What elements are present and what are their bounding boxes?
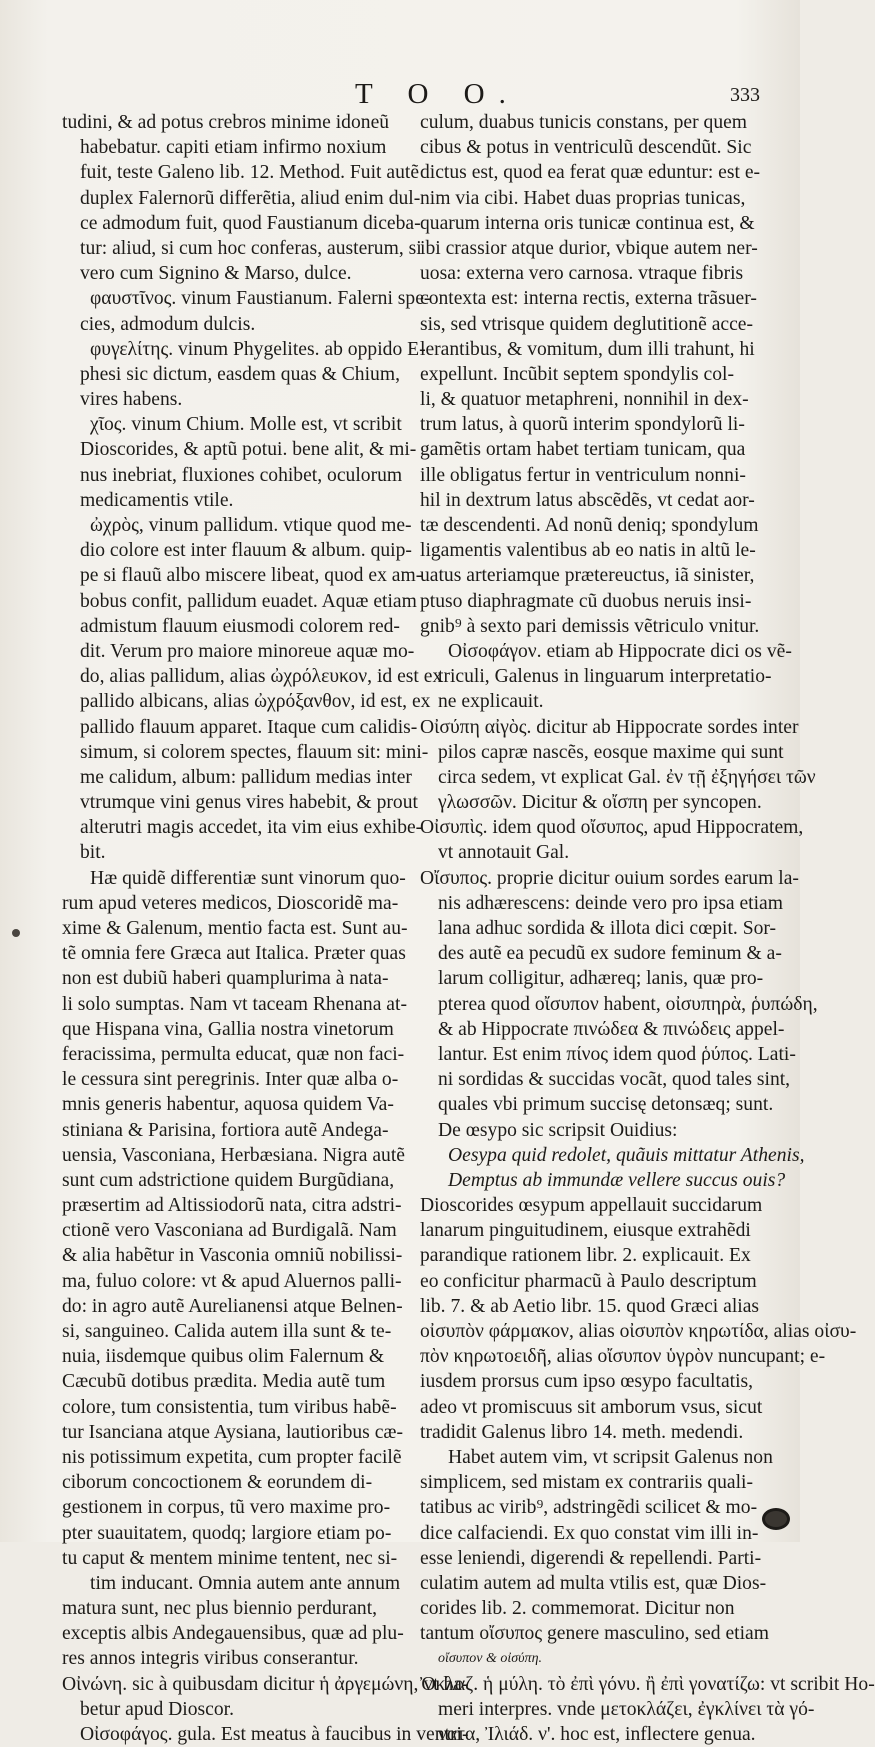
text-line: quales vbi primum succisę detonsæq; sunt. (438, 1094, 774, 1116)
text-line: meri interpres. vnde μετοκλάζει, ἐγκλίνει τὰ γό- (438, 1698, 815, 1720)
text-line: le cessura sint peregrinis. Inter quæ alba o- (62, 1069, 399, 1091)
text-line: ne explicauit. (438, 691, 544, 713)
text-line: gnib⁹ à sexto pari demissis vẽtriculo vnitur. (420, 615, 760, 637)
text-line: parandique rationem libr. 2. explicauit. Ex (420, 1245, 751, 1267)
text-line: ὠχρὸς, vinum pallidum. vtique quod me- (90, 515, 412, 536)
text-line: ce admodum fuit, quod Faustianum diceba- (80, 212, 421, 234)
text-line: matura sunt, nec plus biennio perdurant, (62, 1598, 378, 1620)
text-line: ille obligatus fertur in ventriculum nonni- (420, 464, 746, 486)
text-line: οἰσυπὸν φάρμακον, alias οἰσυπὸν κηρωτίδα, alias οἰσυ- (420, 1321, 857, 1342)
text-line: lana adhuc sordida & illota dici cœpit. Sor- (438, 918, 777, 939)
text-line: præsertim ad Altissiodorũ nata, citra adstri- (62, 1195, 402, 1217)
text-line: admistum flauum eiusmodi colorem red- (80, 615, 400, 637)
text-line: Habet autem vim, vt scripsit Galenus non (448, 1446, 773, 1468)
text-line: lib. 7. & ab Aetio libr. 15. quod Græci alias (420, 1295, 760, 1317)
text-line: γλωσσῶν. Dicitur & οἴσπη per syncopen. (438, 792, 762, 814)
text-line: De œsypo sic scripsit Ouidius: (438, 1119, 678, 1141)
text-line: & ab Hippocrate πινώδεα & πινώδεις appel- (438, 1018, 785, 1040)
text-line: do, alias pallidum, alias ὠχρόλευκον, id est ex (80, 666, 443, 688)
text-line: dictus est, quod ea ferat quæ eduntur: est e- (420, 162, 761, 184)
text-line: Οἰσύπη αἰγὸς. dicitur ab Hippocrate sordes inter (420, 716, 799, 738)
text-line: dit. Verum pro maiore minoreue aquæ mo- (80, 640, 415, 662)
text-line: Οἴσυπος. proprie dicitur ouium sordes earum la- (420, 867, 799, 889)
text-line: Οἰνώνη. sic à quibusdam dicitur ἡ ἀργεμώνη, vt ha- (62, 1673, 469, 1695)
text-line: uensia, Vasconiana, Herbæsiana. Nigra autẽ (62, 1144, 405, 1166)
text-line: tradidit Galenus libro 14. meth. medendi. (420, 1421, 744, 1443)
text-line: que Hispana vina, Gallia nostra vinetorum (62, 1018, 394, 1040)
text-line: cibus & potus in ventriculũ descendũt. Sic (420, 137, 752, 159)
text-line: bobus confit, pallidum euadet. Aquæ etiam (80, 590, 417, 612)
text-line: duplex Falernorũ differẽtia, aliud enim dul- (80, 187, 421, 209)
text-line: uatus arteriamque prætereuctus, iã sinister, (420, 565, 755, 587)
text-line: gestionem in corpus, tũ vero maxime pro- (62, 1497, 391, 1519)
text-line: nim via cibi. Habet duas proprias tunicas, (420, 187, 746, 209)
text-line: si, sanguineo. Calida autem illa sunt & te- (62, 1321, 392, 1342)
text-line: simplicem, sed mistam ex contrariis quali- (420, 1472, 754, 1494)
text-line: corides lib. 2. commemorat. Dicitur non (420, 1598, 735, 1620)
right-column (420, 110, 875, 1747)
text-line: Dioscorides, & aptũ potui. bene alit, & mi- (80, 439, 417, 461)
text-line: & alia habẽtur in Vasconia omniũ nobilissi- (62, 1245, 403, 1267)
text-line: li, & quatuor metaphreni, nonnihil in dex- (420, 389, 749, 411)
text-line: gamẽtis ortam habet tertiam tunicam, qua (420, 439, 746, 461)
text-line: phesi sic dictum, easdem quas & Chium, (80, 363, 400, 385)
text-line: habebatur. capiti etiam infirmo noxium (80, 137, 387, 159)
text-line: Οἰσοφάγον. etiam ab Hippocrate dici os vẽ- (448, 640, 792, 662)
text-line: χῖος. vinum Chium. Molle est, vt scribit (90, 414, 402, 436)
text-line: nus inebriat, fluxiones cohibet, oculorum (80, 464, 403, 486)
text-line: circa sedem, vt explicat Gal. ἐν τῇ ἐξηγήσει τῶν (438, 766, 816, 788)
text-line: non est dubiũ haberi quamplurima à nata- (62, 968, 389, 990)
text-line: pe si flauũ albo miscere libeat, quod ex am- (80, 565, 423, 587)
text-line: nis adhærescens: deinde vero pro ipsa etiam (438, 892, 783, 914)
text-line: ligamentis valentibus ab eo natis in altũ le- (420, 540, 756, 562)
text-line: bit. (80, 842, 106, 864)
text-line: quarum interna oris tunicæ continua est, & (420, 212, 755, 234)
text-line: Dioscorides œsypum appellauit succidarum (420, 1195, 763, 1217)
left-column (62, 110, 469, 1747)
text-line: pterea quod οἴσυπον habent, οἰσυπηρὰ, ῥυπώδη, (438, 993, 818, 1015)
text-line: do: in agro autẽ Aurelianensi atque Belnen- (62, 1295, 403, 1317)
text-line: οἴσυπον & οἰσύπη. (438, 1651, 543, 1667)
text-line: xime & Galenum, mentio facta est. Sunt au- (62, 918, 408, 939)
text-line: res annos integris viribus conserantur. (62, 1648, 359, 1670)
text-line: stiniana & Parisina, fortiora autẽ Andega- (62, 1119, 389, 1141)
text-line: lantur. Est enim πίνος idem quod ῥύπος. Lati- (438, 1043, 796, 1065)
text-line: larum colligitur, adhæreq; lanis, quæ pro- (438, 968, 764, 990)
text-line: Οἰσοφάγος. gula. Est meatus à faucibus in ventri- (80, 1724, 469, 1745)
page-header (0, 78, 800, 114)
text-line: tantum οἴσυπος genere masculino, sed etiam (420, 1623, 769, 1645)
text-line: colore, tum consistentia, tum viribus habẽ- (62, 1396, 397, 1418)
text-line: pallido albicans, alias ὠχρόξανθον, id est, ex (80, 691, 431, 713)
text-line: tæ descendenti. Ad nonũ deniq; spondylum (420, 515, 759, 536)
text-line: Ὀκλαζ. ἡ μύλη. τὸ ἐπὶ γόνυ. ἢ ἐπὶ γονατίζω: vt scribit Ho- (420, 1673, 875, 1695)
text-line: des autẽ ea pecudũ ex sudore feminum & a- (438, 943, 782, 965)
text-line: πὸν κηρωτοειδῆ, alias οἴσυπον ὑγρὸν nuncupant; e- (420, 1346, 826, 1368)
text-line: tur: aliud, si cum hoc conferas, austerum, si (80, 237, 422, 259)
text-line: simum, si colorem spectes, flauum sit: mini- (80, 741, 429, 763)
text-line: medicamentis vtile. (80, 489, 234, 511)
text-line: rum apud veteres medicos, Dioscoridẽ ma- (62, 892, 399, 914)
text-line: Demptus ab immundæ vellere succus ouis? (448, 1169, 786, 1191)
text-line: eo conficitur pharmacũ à Paulo descriptum (420, 1270, 757, 1292)
text-line: ciborum concoctionem & eorundem di- (62, 1472, 373, 1494)
text-line: ni sordidas & succidas vocãt, quod tales sint, (438, 1069, 791, 1091)
text-line: iusdem prorsus cum ipso œsypo facultatis, (420, 1371, 754, 1393)
text-line: φυγελίτης. vinum Phygelites. ab oppido E- (90, 338, 426, 360)
text-line: hil in dextrum latus abscẽdẽs, vt cedat aor- (420, 489, 755, 511)
page-number: 333 (730, 84, 760, 106)
text-line: pilos capræ nascẽs, eosque maxime qui sunt (438, 741, 784, 763)
text-line: pter suauitatem, quodq; largiore etiam po- (62, 1522, 392, 1544)
text-line: tu caput & mentem minime tentent, nec si- (62, 1547, 398, 1569)
text-line: esse leniendi, digerendi & repellendi. Parti- (420, 1547, 762, 1569)
text-line: ibi crassior atque durior, vbique autem ner- (420, 237, 758, 259)
text-line: fuit, teste Galeno lib. 12. Method. Fuit autẽ (80, 162, 420, 184)
text-line: Hæ quidẽ differentiæ sunt vinorum quo- (90, 867, 406, 889)
text-line: alterutri magis accedet, ita vim eius exhibe- (80, 817, 423, 839)
text-line: dio colore est inter flauum & album. quip- (80, 540, 412, 562)
text-line: tudini, & ad potus crebros minime idoneũ (62, 112, 390, 133)
text-line: li solo sumptas. Nam vt taceam Rhenana at- (62, 993, 407, 1015)
text-line: dice calfaciendi. Ex quo constat vim illi in- (420, 1522, 759, 1544)
text-line: nuia, iisdemque quibus olim Falernum & (62, 1346, 385, 1368)
text-line: mnis generis habentur, aquosa quidem Va- (62, 1094, 394, 1116)
text-line: cies, admodum dulcis. (80, 313, 256, 335)
text-line: feracissima, permulta educat, quæ non faci- (62, 1043, 405, 1065)
text-line: φαυστῖνος. vinum Faustianum. Falerni spe- (90, 288, 431, 310)
text-line: ptuso diaphragmate cũ duobus neruis insi- (420, 590, 752, 612)
text-line: contexta est: interna rectis, externa trãsuer- (420, 288, 757, 310)
text-line: lanarum pinguitudinem, eiusque extrahẽdi (420, 1220, 751, 1242)
text-line: ctionẽ vero Vasconiana ad Burdigalã. Nam (62, 1220, 397, 1242)
text-line: exceptis albis Andegauensibus, quæ ad plu- (62, 1623, 404, 1645)
text-line: tur Isanciana atque Aysiana, lautioribus cæ- (62, 1421, 403, 1443)
running-head: T O O. (355, 78, 520, 110)
text-line: nis potissimum expetita, cum propter facilẽ (62, 1446, 402, 1468)
text-line: culum, duabus tunicis constans, per quem (420, 112, 748, 133)
text-line: sunt cum adstrictione quidem Burgũdiana, (62, 1169, 395, 1191)
text-line: Cæcubũ dotibus prædita. Media autẽ tum (62, 1371, 386, 1393)
text-line: triculi, Galenus in linguarum interpretatio- (438, 666, 772, 688)
text-line: betur apud Dioscor. (80, 1698, 234, 1720)
text-line: trum latus, à quorũ interim spondylorũ li- (420, 414, 745, 436)
text-line: uosa: externa vero carnosa. vtraque fibris (420, 263, 744, 285)
text-line: ma, fuluo colore: vt & apud Aluernos palli- (62, 1270, 402, 1292)
text-line: expellunt. Incũbit septem spondylis col- (420, 363, 734, 385)
margin-mark (12, 929, 20, 937)
text-line: vt annotauit Gal. (438, 842, 570, 864)
text-line: culatim autem ad multa vtilis est, quæ Dios- (420, 1572, 767, 1594)
text-line: Oesypa quid redolet, quãuis mittatur Athenis, (448, 1144, 805, 1166)
text-line: tim inducant. Omnia autem ante annum (90, 1572, 401, 1594)
text-line: vtrumque vini genus vires habebit, & prout (80, 792, 418, 814)
printer-ornament (762, 1508, 790, 1530)
text-line: νατα, Ἰλιάδ. ν'. hoc est, inflectere genua. (438, 1724, 756, 1745)
text-line: vero cum Signino & Marso, dulce. (80, 263, 352, 285)
text-line: pallido flauum apparet. Itaque cum calidis- (80, 716, 418, 738)
text-line: tẽ omnia fere Græca aut Italica. Præter quas (62, 943, 406, 965)
text-line: lerantibus, & vomitum, dum illi trahunt, hi (420, 338, 755, 360)
text-line: tatibus ac virib⁹, adstringẽdi scilicet & mo- (420, 1497, 758, 1519)
text-line: Οἰσυπὶς. idem quod οἴσυπος, apud Hippocratem, (420, 817, 804, 839)
text-line: sis, sed vtrisque quidem deglutitionẽ acce- (420, 313, 754, 335)
text-line: adeo vt promiscuus sit amborum vsus, sicut (420, 1396, 763, 1418)
text-line: vires habens. (80, 389, 183, 411)
text-line: me calidum, album: pallidum medias inter (80, 766, 412, 788)
